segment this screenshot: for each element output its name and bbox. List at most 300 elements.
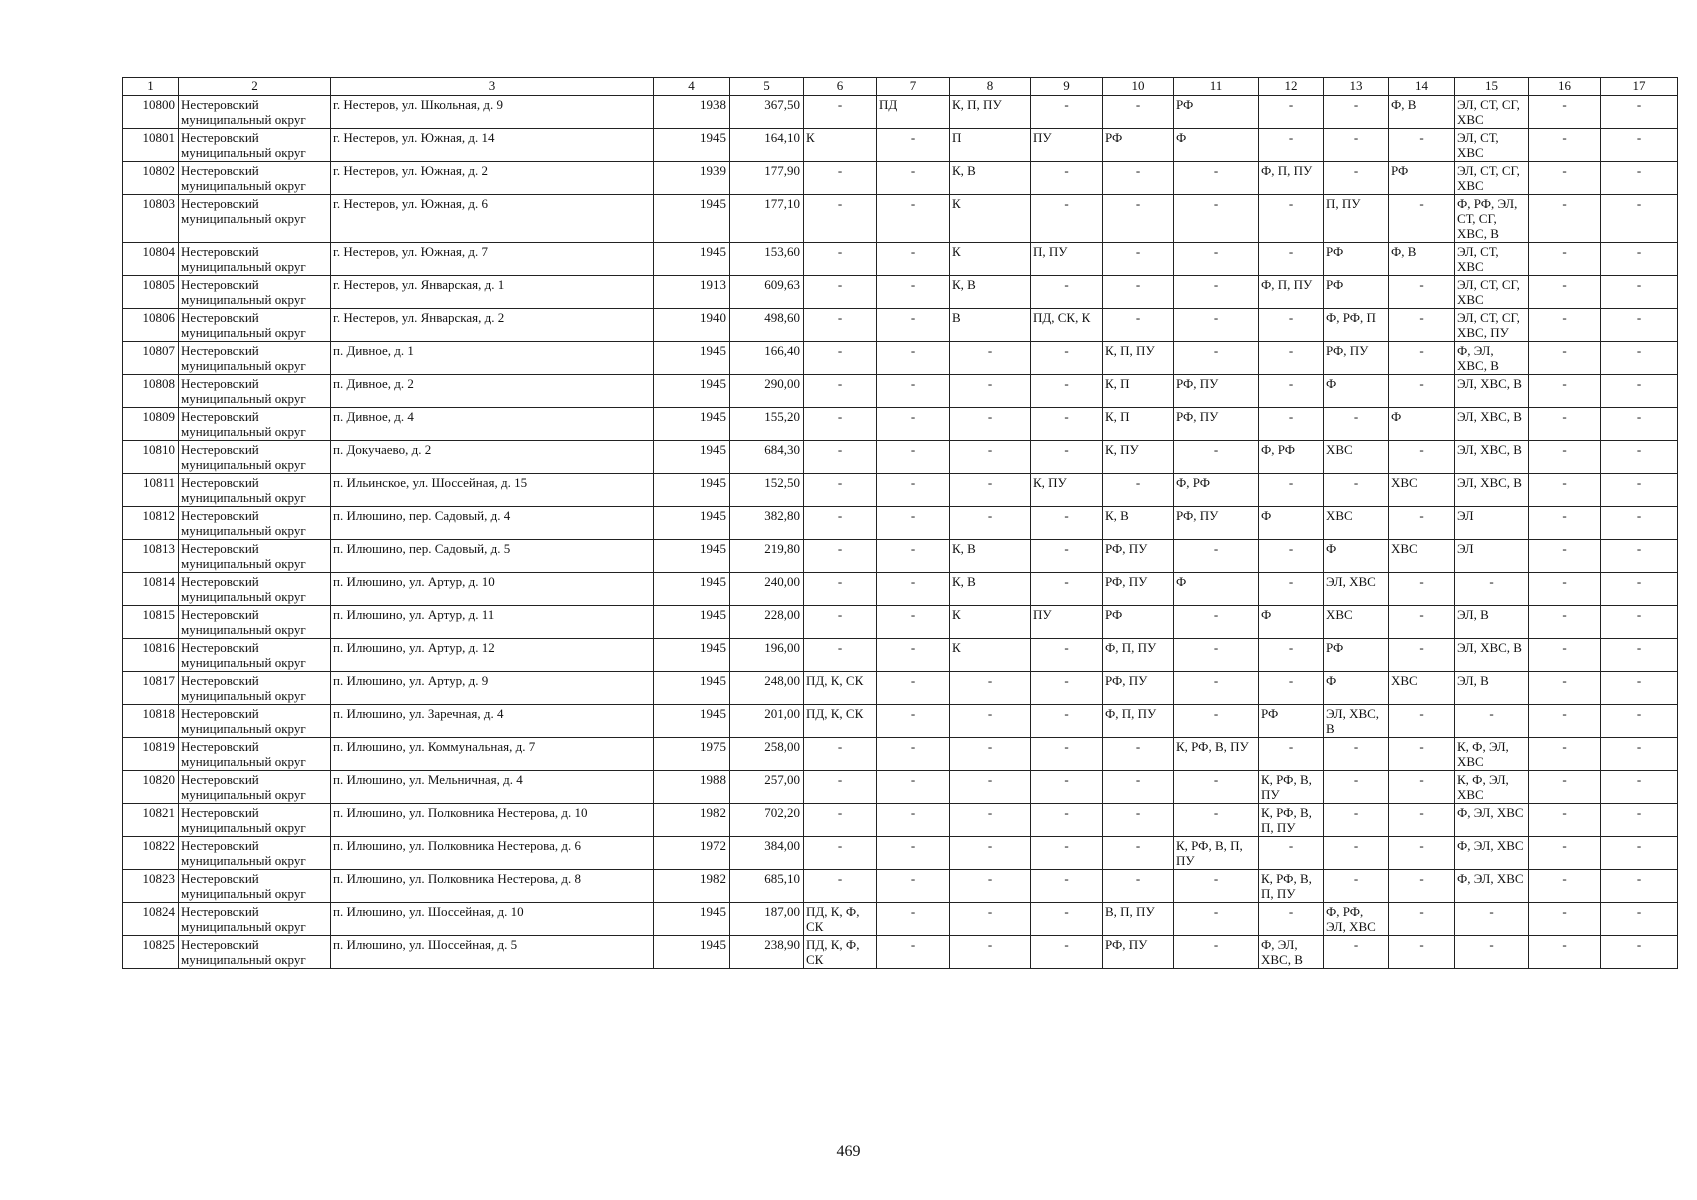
table-cell: ЭЛ: [1455, 507, 1529, 540]
table-cell: п. Илюшино, ул. Заречная, д. 4: [331, 705, 654, 738]
table-row: [123, 672, 1678, 705]
table-cell: -: [877, 804, 950, 837]
table-cell: -: [1174, 936, 1259, 969]
table-cell: К, В: [1103, 507, 1174, 540]
table-cell: -: [1389, 276, 1455, 309]
table-cell: -: [1259, 639, 1324, 672]
table-cell: 10807: [123, 342, 179, 375]
table-cell: -: [1389, 738, 1455, 771]
table-cell: ПД, К, Ф, СК: [804, 936, 877, 969]
table-cell: -: [1031, 870, 1103, 903]
table-cell: -: [950, 342, 1031, 375]
table-cell: -: [1529, 195, 1601, 243]
table-cell: -: [804, 474, 877, 507]
table-row: [123, 243, 1678, 276]
table-cell: -: [1103, 474, 1174, 507]
table-cell: 1945: [654, 474, 730, 507]
table-cell: -: [1529, 705, 1601, 738]
table-cell: 258,00: [730, 738, 804, 771]
header-cell: 17: [1601, 78, 1678, 96]
table-cell: -: [1324, 837, 1389, 870]
table-cell: -: [1601, 375, 1678, 408]
table-cell: г. Нестеров, ул. Школьная, д. 9: [331, 96, 654, 129]
table-cell: ЭЛ, В: [1455, 606, 1529, 639]
header-cell: 4: [654, 78, 730, 96]
table-cell: -: [804, 738, 877, 771]
table-cell: -: [877, 309, 950, 342]
table-cell: -: [1031, 705, 1103, 738]
table-cell: -: [804, 771, 877, 804]
table-cell: К: [804, 129, 877, 162]
table-cell: г. Нестеров, ул. Южная, д. 14: [331, 129, 654, 162]
table-cell: 10808: [123, 375, 179, 408]
table-cell: К: [950, 639, 1031, 672]
table-cell: -: [1389, 804, 1455, 837]
table-cell: Нестеровский муниципальный округ: [179, 276, 331, 309]
table-cell: РФ, ПУ: [1103, 672, 1174, 705]
table-cell: 1945: [654, 639, 730, 672]
table-cell: 10806: [123, 309, 179, 342]
table-cell: -: [1389, 936, 1455, 969]
table-cell: ЭЛ, СТ, СГ, ХВС, ПУ: [1455, 309, 1529, 342]
table-cell: -: [1389, 870, 1455, 903]
table-cell: 10824: [123, 903, 179, 936]
table-cell: -: [804, 342, 877, 375]
table-cell: п. Дивное, д. 4: [331, 408, 654, 441]
table-cell: 166,40: [730, 342, 804, 375]
table-cell: -: [1031, 672, 1103, 705]
table-cell: -: [950, 672, 1031, 705]
table-cell: -: [1031, 162, 1103, 195]
table-row: [123, 309, 1678, 342]
table-cell: ЭЛ, ХВС, В: [1455, 639, 1529, 672]
table-cell: -: [1389, 342, 1455, 375]
table-row: [123, 540, 1678, 573]
table-cell: ЭЛ, ХВС, В: [1455, 474, 1529, 507]
table-cell: -: [1031, 540, 1103, 573]
table-cell: п. Илюшино, ул. Мельничная, д. 4: [331, 771, 654, 804]
table-cell: -: [1389, 195, 1455, 243]
table-cell: -: [1389, 507, 1455, 540]
table-cell: 10803: [123, 195, 179, 243]
table-cell: п. Илюшино, ул. Артур, д. 12: [331, 639, 654, 672]
table-cell: ХВС: [1324, 507, 1389, 540]
table-cell: -: [877, 243, 950, 276]
table-cell: -: [1259, 837, 1324, 870]
table-cell: К, П: [1103, 375, 1174, 408]
table-cell: -: [1103, 837, 1174, 870]
table-row: [123, 903, 1678, 936]
header-cell: 8: [950, 78, 1031, 96]
table-cell: ПД, СК, К: [1031, 309, 1103, 342]
table-cell: -: [1529, 771, 1601, 804]
table-cell: -: [1601, 540, 1678, 573]
table-cell: -: [1389, 441, 1455, 474]
table-cell: -: [1529, 573, 1601, 606]
table-cell: п. Илюшино, ул. Шоссейная, д. 10: [331, 903, 654, 936]
table-cell: Нестеровский муниципальный округ: [179, 804, 331, 837]
table-cell: К, П, ПУ: [950, 96, 1031, 129]
table-cell: К, П: [1103, 408, 1174, 441]
table-cell: -: [1174, 195, 1259, 243]
table-row: [123, 441, 1678, 474]
table-cell: п. Илюшино, ул. Артур, д. 10: [331, 573, 654, 606]
table-row: [123, 342, 1678, 375]
table-cell: В, П, ПУ: [1103, 903, 1174, 936]
table-cell: Нестеровский муниципальный округ: [179, 162, 331, 195]
table-cell: -: [1601, 441, 1678, 474]
table-cell: Нестеровский муниципальный округ: [179, 96, 331, 129]
table-cell: -: [1455, 705, 1529, 738]
table-cell: Ф: [1174, 129, 1259, 162]
table-cell: -: [1529, 936, 1601, 969]
table-cell: -: [1103, 195, 1174, 243]
table-cell: -: [950, 375, 1031, 408]
table-cell: 1939: [654, 162, 730, 195]
table-cell: 10821: [123, 804, 179, 837]
header-row: [123, 78, 1678, 96]
table-row: [123, 738, 1678, 771]
table-cell: П, ПУ: [1031, 243, 1103, 276]
table-cell: -: [1031, 804, 1103, 837]
table-row: [123, 162, 1678, 195]
table-cell: К, ПУ: [1103, 441, 1174, 474]
table-cell: -: [877, 342, 950, 375]
table-cell: 1945: [654, 705, 730, 738]
table-row: [123, 606, 1678, 639]
table-cell: -: [877, 606, 950, 639]
table-cell: 609,63: [730, 276, 804, 309]
table-cell: п. Илюшино, ул. Шоссейная, д. 5: [331, 936, 654, 969]
table-cell: -: [1601, 771, 1678, 804]
table-cell: ПД, К, СК: [804, 672, 877, 705]
table-cell: ЭЛ, СТ, СГ, ХВС: [1455, 96, 1529, 129]
table-cell: -: [1529, 375, 1601, 408]
table-cell: -: [1389, 129, 1455, 162]
table-cell: -: [1601, 837, 1678, 870]
table-cell: 10810: [123, 441, 179, 474]
table-cell: -: [804, 507, 877, 540]
table-cell: 1982: [654, 870, 730, 903]
table-row: [123, 870, 1678, 903]
data-table: [122, 77, 1678, 969]
table-cell: -: [1031, 342, 1103, 375]
table-cell: Ф: [1324, 540, 1389, 573]
table-cell: ПД, К, СК: [804, 705, 877, 738]
table-cell: Нестеровский муниципальный округ: [179, 903, 331, 936]
table-cell: -: [1601, 408, 1678, 441]
table-cell: -: [1389, 705, 1455, 738]
table-cell: -: [1529, 474, 1601, 507]
table-cell: -: [877, 375, 950, 408]
table-cell: К, П, ПУ: [1103, 342, 1174, 375]
table-cell: 164,10: [730, 129, 804, 162]
table-cell: Нестеровский муниципальный округ: [179, 441, 331, 474]
table-cell: п. Илюшино, ул. Артур, д. 9: [331, 672, 654, 705]
table-cell: -: [1324, 771, 1389, 804]
table-cell: -: [877, 903, 950, 936]
header-cell: 11: [1174, 78, 1259, 96]
table-cell: РФ: [1103, 129, 1174, 162]
table-cell: 367,50: [730, 96, 804, 129]
table-cell: Нестеровский муниципальный округ: [179, 507, 331, 540]
table-cell: -: [877, 540, 950, 573]
table-row: [123, 276, 1678, 309]
table-cell: -: [1455, 573, 1529, 606]
table-cell: ЭЛ, ХВС, В: [1455, 441, 1529, 474]
table-cell: К, В: [950, 162, 1031, 195]
table-cell: -: [1529, 540, 1601, 573]
table-cell: Ф, РФ, П: [1324, 309, 1389, 342]
table-cell: -: [1031, 276, 1103, 309]
table-cell: 10816: [123, 639, 179, 672]
table-cell: -: [1529, 408, 1601, 441]
table-cell: Нестеровский муниципальный округ: [179, 705, 331, 738]
table-cell: 177,10: [730, 195, 804, 243]
table-cell: -: [1324, 162, 1389, 195]
header-cell: 12: [1259, 78, 1324, 96]
table-cell: -: [1031, 903, 1103, 936]
table-cell: -: [877, 441, 950, 474]
table-cell: -: [804, 375, 877, 408]
table-cell: РФ: [1324, 639, 1389, 672]
table-cell: -: [1174, 705, 1259, 738]
table-cell: 1945: [654, 375, 730, 408]
table-cell: Нестеровский муниципальный округ: [179, 408, 331, 441]
table-cell: РФ, ПУ: [1103, 936, 1174, 969]
table-cell: РФ: [1259, 705, 1324, 738]
table-cell: -: [877, 129, 950, 162]
header-cell: 14: [1389, 78, 1455, 96]
table-cell: 1945: [654, 606, 730, 639]
table-cell: -: [950, 936, 1031, 969]
table-cell: -: [877, 936, 950, 969]
table-cell: -: [1324, 129, 1389, 162]
table-cell: Нестеровский муниципальный округ: [179, 540, 331, 573]
table-cell: -: [1031, 507, 1103, 540]
table-cell: 10815: [123, 606, 179, 639]
table-row: [123, 837, 1678, 870]
table-cell: П: [950, 129, 1031, 162]
table-cell: Ф, ЭЛ, ХВС, В: [1455, 342, 1529, 375]
table-cell: 1975: [654, 738, 730, 771]
table-cell: -: [1103, 96, 1174, 129]
table-cell: РФ, ПУ: [1174, 408, 1259, 441]
table-cell: -: [1601, 705, 1678, 738]
table-cell: ХВС: [1389, 474, 1455, 507]
table-cell: Ф, РФ: [1174, 474, 1259, 507]
table-cell: -: [1031, 408, 1103, 441]
table-cell: -: [1031, 375, 1103, 408]
table-cell: -: [877, 837, 950, 870]
table-cell: Нестеровский муниципальный округ: [179, 375, 331, 408]
table-cell: ПУ: [1031, 129, 1103, 162]
table-cell: 1972: [654, 837, 730, 870]
table-cell: -: [1324, 474, 1389, 507]
table-cell: Нестеровский муниципальный округ: [179, 474, 331, 507]
table-cell: -: [1174, 606, 1259, 639]
table-cell: п. Илюшино, ул. Коммунальная, д. 7: [331, 738, 654, 771]
table-cell: -: [1103, 738, 1174, 771]
table-cell: -: [804, 870, 877, 903]
table-cell: -: [1389, 903, 1455, 936]
table-cell: ЭЛ, ХВС, В: [1455, 408, 1529, 441]
table-cell: -: [1601, 936, 1678, 969]
table-cell: -: [1389, 309, 1455, 342]
table-cell: п. Дивное, д. 1: [331, 342, 654, 375]
table-cell: -: [877, 276, 950, 309]
table-cell: К, РФ, В, ПУ: [1174, 738, 1259, 771]
table-cell: 10800: [123, 96, 179, 129]
table-cell: Ф, РФ: [1259, 441, 1324, 474]
table-cell: -: [1031, 771, 1103, 804]
table-cell: 498,60: [730, 309, 804, 342]
table-cell: РФ, ПУ: [1324, 342, 1389, 375]
table-cell: -: [1259, 375, 1324, 408]
table-cell: -: [1529, 243, 1601, 276]
table-cell: -: [950, 408, 1031, 441]
table-cell: 1940: [654, 309, 730, 342]
table-cell: -: [1389, 771, 1455, 804]
table-cell: -: [1529, 804, 1601, 837]
table-cell: -: [1529, 606, 1601, 639]
table-cell: -: [1259, 243, 1324, 276]
table-cell: 238,90: [730, 936, 804, 969]
page-number: 469: [836, 1143, 861, 1160]
table-cell: 240,00: [730, 573, 804, 606]
table-cell: -: [1031, 639, 1103, 672]
table-cell: п. Илюшино, ул. Полковника Нестерова, д. 10: [331, 804, 654, 837]
table-cell: Ф, ЭЛ, ХВС: [1455, 804, 1529, 837]
table-row: [123, 195, 1678, 243]
table-cell: -: [804, 804, 877, 837]
table-cell: -: [1601, 129, 1678, 162]
table-cell: -: [1259, 309, 1324, 342]
table-cell: -: [1529, 129, 1601, 162]
table-cell: К, В: [950, 540, 1031, 573]
table-cell: -: [1174, 870, 1259, 903]
table-cell: -: [1389, 573, 1455, 606]
table-cell: -: [1103, 771, 1174, 804]
table-cell: 685,10: [730, 870, 804, 903]
table-cell: ЭЛ, ХВС, В: [1324, 705, 1389, 738]
table-cell: -: [950, 738, 1031, 771]
table-cell: 1945: [654, 441, 730, 474]
table-cell: -: [804, 309, 877, 342]
table-cell: 1988: [654, 771, 730, 804]
table-cell: 1945: [654, 129, 730, 162]
table-cell: Ф: [1259, 606, 1324, 639]
table-cell: ХВС: [1324, 441, 1389, 474]
table-cell: -: [950, 903, 1031, 936]
table-cell: г. Нестеров, ул. Южная, д. 7: [331, 243, 654, 276]
table-cell: ПУ: [1031, 606, 1103, 639]
table-cell: Ф, РФ, ЭЛ, ХВС: [1324, 903, 1389, 936]
table-cell: 1945: [654, 903, 730, 936]
table-cell: г. Нестеров, ул. Январская, д. 2: [331, 309, 654, 342]
table-row: [123, 96, 1678, 129]
table-cell: -: [877, 408, 950, 441]
table-cell: -: [1174, 342, 1259, 375]
table-cell: Ф, П, ПУ: [1103, 705, 1174, 738]
table-cell: -: [1174, 804, 1259, 837]
table-cell: К, В: [950, 276, 1031, 309]
table-cell: РФ: [1324, 276, 1389, 309]
table-cell: -: [1455, 903, 1529, 936]
table-cell: Нестеровский муниципальный округ: [179, 195, 331, 243]
table-cell: ЭЛ, СТ, СГ, ХВС: [1455, 276, 1529, 309]
table-cell: -: [1601, 474, 1678, 507]
table-cell: 248,00: [730, 672, 804, 705]
table-cell: РФ, ПУ: [1174, 507, 1259, 540]
table-cell: -: [1259, 903, 1324, 936]
table-cell: -: [1529, 276, 1601, 309]
table-cell: 1945: [654, 936, 730, 969]
table-cell: ЭЛ, СТ, ХВС: [1455, 243, 1529, 276]
table-cell: -: [877, 705, 950, 738]
header-cell: 10: [1103, 78, 1174, 96]
table-cell: Нестеровский муниципальный округ: [179, 639, 331, 672]
table-cell: 1945: [654, 243, 730, 276]
table-cell: 1945: [654, 507, 730, 540]
table-cell: -: [1529, 162, 1601, 195]
table-cell: Нестеровский муниципальный округ: [179, 738, 331, 771]
table-cell: -: [950, 870, 1031, 903]
table-cell: ПД, К, Ф, СК: [804, 903, 877, 936]
table-cell: -: [1601, 507, 1678, 540]
table-cell: -: [804, 573, 877, 606]
table-cell: РФ, ПУ: [1174, 375, 1259, 408]
table-cell: 10812: [123, 507, 179, 540]
table-cell: -: [950, 441, 1031, 474]
table-cell: г. Нестеров, ул. Южная, д. 6: [331, 195, 654, 243]
header-cell: 9: [1031, 78, 1103, 96]
table-cell: 1945: [654, 672, 730, 705]
table-cell: Нестеровский муниципальный округ: [179, 309, 331, 342]
table-cell: -: [1601, 573, 1678, 606]
table-cell: ХВС: [1389, 672, 1455, 705]
table-cell: -: [1529, 639, 1601, 672]
table-cell: Ф, РФ, ЭЛ, СТ, СГ, ХВС, В: [1455, 195, 1529, 243]
header-cell: 5: [730, 78, 804, 96]
table-cell: -: [1259, 540, 1324, 573]
table-cell: -: [877, 507, 950, 540]
table-cell: -: [1103, 804, 1174, 837]
table-cell: 10817: [123, 672, 179, 705]
table-cell: -: [1174, 276, 1259, 309]
table-cell: п. Илюшино, пер. Садовый, д. 5: [331, 540, 654, 573]
table-cell: п. Докучаево, д. 2: [331, 441, 654, 474]
table-cell: ЭЛ, В: [1455, 672, 1529, 705]
table-cell: ЭЛ, СТ, ХВС: [1455, 129, 1529, 162]
table-cell: В: [950, 309, 1031, 342]
table-cell: -: [950, 771, 1031, 804]
table-cell: 152,50: [730, 474, 804, 507]
table-cell: К, Ф, ЭЛ, ХВС: [1455, 738, 1529, 771]
table-cell: К, РФ, В, П, ПУ: [1174, 837, 1259, 870]
table-cell: -: [1031, 837, 1103, 870]
table-cell: Нестеровский муниципальный округ: [179, 129, 331, 162]
table-cell: -: [1389, 639, 1455, 672]
table-cell: -: [1259, 474, 1324, 507]
table-cell: РФ, ПУ: [1103, 540, 1174, 573]
table-cell: 1938: [654, 96, 730, 129]
header-cell: 15: [1455, 78, 1529, 96]
table-row: [123, 507, 1678, 540]
table-cell: Ф, В: [1389, 96, 1455, 129]
table-cell: 1945: [654, 540, 730, 573]
table-cell: -: [1529, 870, 1601, 903]
